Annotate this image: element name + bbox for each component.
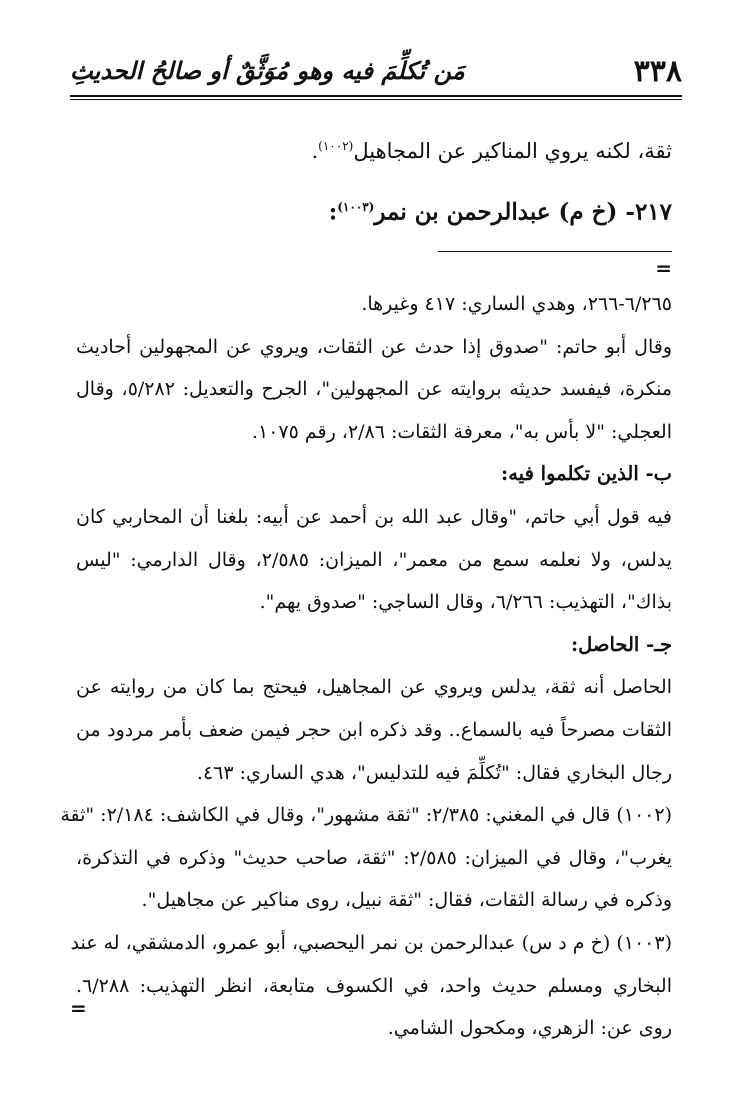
main-text bbox=[80, 118, 672, 241]
note-line: يدلس، ولا نعلمه سمع من معمر"، الميزان: ٢/٥٨٥، وقال الدارمي: "ليس bbox=[76, 548, 673, 571]
footnotes bbox=[60, 283, 673, 1050]
note-line: منكرة، فيفسد حديثه بروايته عن المجهولين"، الجرح والتعديل: ٥/٢٨٢، وقال bbox=[76, 378, 672, 401]
note-line: البخاري ومسلم حديث واحد، في الكسوف متابعة، انظر التهذيب: ٦/٢٨٨. bbox=[76, 974, 672, 997]
end-mark: = bbox=[70, 996, 87, 1020]
note-line: وقال أبو حاتم: "صدوق إذا حدث عن الثقات، ويروي عن المجهولين أحاديث bbox=[76, 335, 672, 358]
page-number: ٣٣٨ bbox=[633, 54, 682, 89]
header-rule bbox=[70, 95, 682, 97]
note-line: العجلي: "لا بأس به"، معرفة الثقات: ٢/٨٦، رقم ١٠٧٥. bbox=[251, 420, 672, 443]
page-header bbox=[70, 52, 682, 100]
footnote-1003: (١٠٠٣) (خ م د س) عبدالرحمن بن نمر اليحصبي، أبو عمرو، الدمشقي، له عند bbox=[70, 931, 672, 954]
note-line: يغرب"، وقال في الميزان: ٢/٥٨٥: "ثقة، صاحب حديث" وذكره في التذكرة، bbox=[76, 846, 672, 869]
footnote-separator bbox=[438, 251, 672, 252]
note-line: الحاصل أنه ثقة، يدلس ويروي عن المجاهيل، فيحتج بما كان من روايته عن bbox=[76, 676, 672, 699]
header-rule-thin bbox=[70, 99, 682, 100]
subheading-summary: جـ- الحاصل: bbox=[570, 632, 672, 656]
running-title: مَن تُكلِّمَ فيه وهو مُوَثَّقٌ أو صالحُ الحديثِ bbox=[70, 56, 465, 85]
note-line: ٦/٢٦٥-٢٦٦، وهدي الساري: ٤١٧ وغيرها. bbox=[361, 293, 672, 315]
footnote-ref-1002[interactable]: (١٠٠٢) bbox=[318, 139, 354, 153]
note-line: رجال البخاري فقال: "تُكلِّمَ فيه للتدليس"، هدي الساري: ٤٦٣. bbox=[196, 761, 672, 784]
note-line: روى عن: الزهري، ومكحول الشامي. bbox=[387, 1017, 672, 1040]
continuation-mark: = bbox=[655, 256, 672, 280]
note-line: بذاك"، التهذيب: ٦/٢٦٦، وقال الساجي: "صدوق يهم". bbox=[259, 591, 672, 614]
subheading-critics: ب- الذين تكلموا فيه: bbox=[501, 462, 672, 486]
note-line: الثقات مصرحاً فيه بالسماع.. وقد ذكره ابن حجر فيمن ضعف بأمر مردود من bbox=[76, 718, 672, 741]
footnote-ref-1003[interactable]: (١٠٠٣) bbox=[337, 200, 375, 214]
note-line: فيه قول أبي حاتم، "وقال عبد الله بن أحمد عن أبيه: بلغنا أن المحاربي كان bbox=[76, 505, 672, 528]
note-line: وذكره في رسالة الثقات، فقال: "ثقة نبيل، روى مناكير عن مجاهيل". bbox=[141, 889, 672, 912]
main-line-1: ثقة، لكنه يروي المناكير عن المجاهيل$^{(١٠٠٢)}$. bbox=[311, 139, 672, 163]
entry-heading-217: ٢١٧- (خ م) عبدالرحمن بن نمر$^{(١٠٠٣)}$: bbox=[328, 198, 672, 226]
footnote-1002: (١٠٠٢) قال في المغني: ٢/٣٨٥: "ثقة مشهور"، وقال في الكاشف: ٢/١٨٤: "ثقة bbox=[60, 804, 672, 827]
